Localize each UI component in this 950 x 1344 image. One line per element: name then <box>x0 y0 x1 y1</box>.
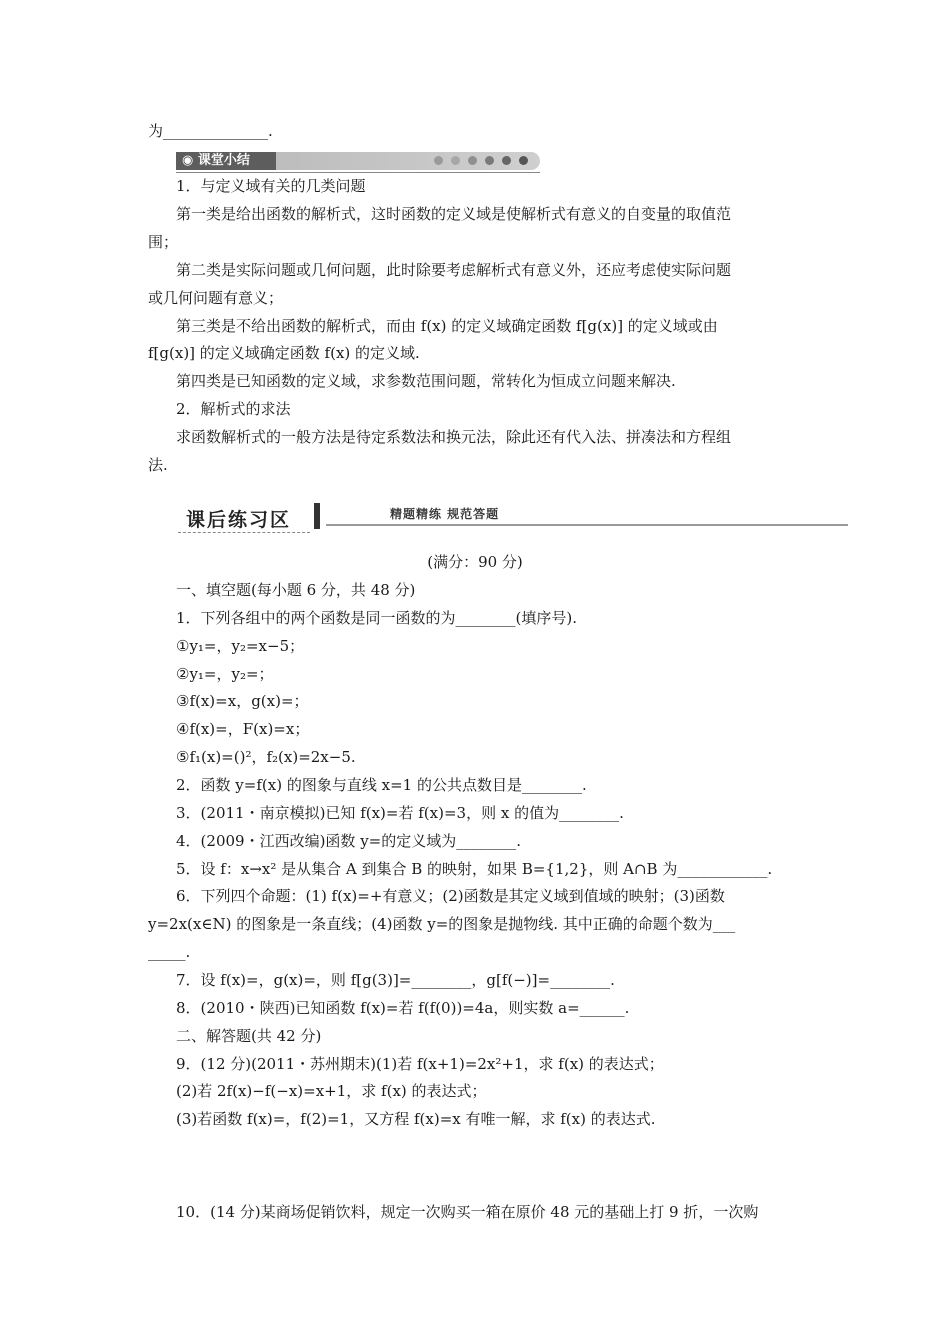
summary-line: 1．与定义域有关的几类问题 <box>176 177 366 195</box>
summary-underline <box>176 172 540 173</box>
question-6: 6．下列四个命题：(1) f(x)=+有意义；(2)函数是其定义域到值域的映射；(3)函数 <box>176 887 725 905</box>
summary-title: ◉ 课堂小结 <box>182 153 250 168</box>
header-bar-decoration <box>314 503 320 529</box>
dot-icon <box>468 156 477 165</box>
question-2: 2．函数 y=f(x) 的图象与直线 x=1 的公共点数目是________. <box>176 776 587 794</box>
question-9-part-3: (3)若函数 f(x)=，f(2)=1，又方程 f(x)=x 有唯一解，求 f(x) 的表达式. <box>176 1110 656 1128</box>
summary-line: 第三类是不给出函数的解析式，而由 f(x) 的定义域确定函数 f[g(x)] 的定义域或由 <box>176 317 718 335</box>
question-10: 10．(14 分)某商场促销饮料，规定一次购买一箱在原价 48 元的基础上打 9 折，一次购 <box>176 1203 759 1221</box>
banner-dots-decoration <box>434 156 528 165</box>
option-2: ②y₁=，y₂=； <box>176 665 274 683</box>
dot-icon <box>485 156 494 165</box>
section-heading-fill-blank: 一、填空题(每小题 6 分，共 48 分) <box>176 581 416 599</box>
summary-line: 求函数解析式的一般方法是待定系数法和换元法，除此还有代入法、拼凑法和方程组 <box>176 428 732 446</box>
summary-line: 第一类是给出函数的解析式，这时函数的定义域是使解析式有意义的自变量的取值范 <box>176 205 732 223</box>
question-6-blank: _____. <box>148 943 191 961</box>
question-5: 5．设 f：x→x² 是从集合 A 到集合 B 的映射，如果 B={1,2}，则 A∩B 为____________. <box>176 860 773 878</box>
dot-icon <box>434 156 443 165</box>
question-4: 4．(2009・江西改编)函数 y=的定义域为________. <box>176 832 522 850</box>
top-answer-blank-line: 为______________. <box>148 122 273 140</box>
question-6-cont: y=2x(x∈N) 的图象是一条直线；(4)函数 y=的图象是抛物线. 其中正确的命题个数为___ <box>148 915 736 933</box>
summary-line: 第二类是实际问题或几何问题，此时除要考虑解析式有意义外，还应考虑使实际问题 <box>176 261 732 279</box>
practice-subtitle: 精题精练 规范答题 <box>390 507 500 521</box>
option-5: ⑤f₁(x)=()²，f₂(x)=2x−5. <box>176 748 356 766</box>
summary-line: 法. <box>148 456 168 474</box>
section-heading-answer: 二、解答题(共 42 分) <box>176 1027 322 1045</box>
practice-section-header <box>176 503 848 537</box>
header-rule <box>326 524 848 526</box>
summary-line: 2．解析式的求法 <box>176 400 291 418</box>
summary-line: 第四类是已知函数的定义域，求参数范围问题，常转化为恒成立问题来解决. <box>176 372 676 390</box>
question-9: 9．(12 分)(2011・苏州期末)(1)若 f(x+1)=2x²+1，求 f(x) 的表达式； <box>176 1055 664 1073</box>
dot-icon <box>519 156 528 165</box>
summary-line: 围； <box>148 233 179 251</box>
score-total: (满分：90 分) <box>427 553 523 571</box>
header-dashed-underline <box>178 532 310 533</box>
summary-line: 或几何问题有意义； <box>148 289 284 307</box>
question-8: 8．(2010・陕西)已知函数 f(x)=若 f(f(0))=4a，则实数 a=______. <box>176 999 630 1017</box>
question-1: 1．下列各组中的两个函数是同一函数的为________(填序号). <box>176 609 578 627</box>
option-4: ④f(x)=，F(x)=x； <box>176 720 310 738</box>
question-7: 7．设 f(x)=，g(x)=，则 f[g(3)]=________，g[f(−)]=________. <box>176 971 615 989</box>
question-3: 3．(2011・南京模拟)已知 f(x)=若 f(x)=3，则 x 的值为________. <box>176 804 624 822</box>
dot-icon <box>502 156 511 165</box>
practice-title: 课后练习区 <box>186 509 292 531</box>
question-9-part-2: (2)若 2f(x)−f(−x)=x+1，求 f(x) 的表达式； <box>176 1082 487 1100</box>
summary-banner <box>176 152 540 170</box>
summary-line: f[g(x)] 的定义域确定函数 f(x) 的定义域. <box>148 344 420 362</box>
option-3: ③f(x)=x，g(x)=； <box>176 692 309 710</box>
dot-icon <box>451 156 460 165</box>
option-1: ①y₁=，y₂=x−5； <box>176 637 305 655</box>
